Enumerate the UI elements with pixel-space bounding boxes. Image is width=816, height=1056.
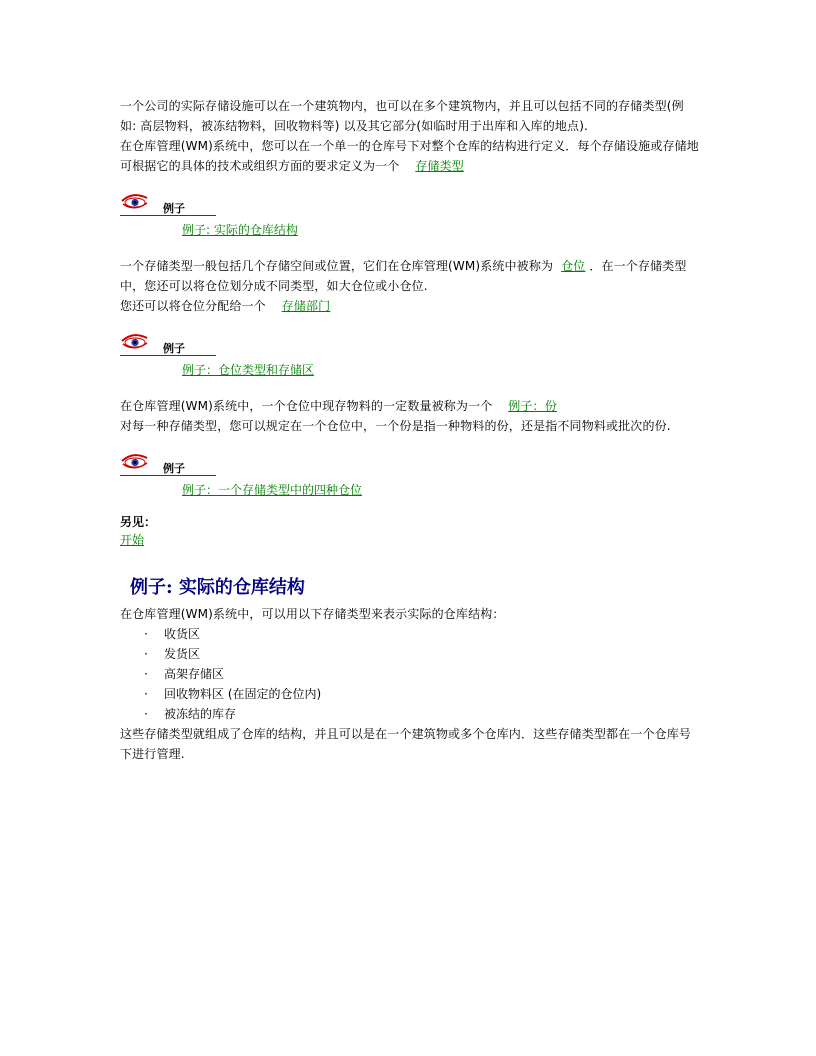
section-heading: 例子: 实际的仓库结构 — [130, 577, 305, 598]
bullet-icon: · — [144, 667, 148, 681]
storage-bin-link[interactable]: 仓位 — [561, 259, 586, 273]
list-item — [144, 644, 700, 664]
storage-type-list — [120, 624, 700, 724]
bullet-icon: · — [144, 627, 148, 641]
example-title: 例子 — [163, 462, 185, 475]
example-block-2 — [120, 330, 700, 380]
storage-type-link[interactable]: 存储类型 — [415, 159, 464, 173]
example-link-warehouse-structure[interactable]: 例子: 实际的仓库结构 — [182, 223, 298, 237]
example-link-four-bins[interactable]: 例子：一个存储类型中的四种仓位 — [182, 483, 363, 497]
list-item — [144, 684, 700, 704]
bins-p1-rest: ．在一个存储类型中，您还可以将仓位划分成不同类型，如大仓位或小仓位. — [120, 259, 687, 293]
quant-link[interactable]: 例子：份 — [508, 399, 557, 413]
section-intro: 在仓库管理(WM)系统中，可以用以下存储类型来表示实际的仓库结构： — [120, 607, 505, 621]
list-item-label: 高架存储区 — [164, 667, 225, 681]
quants-p2-text: 对每一种存储类型，您可以规定在一个仓位中，一个份是指一种物料的份，还是指不同物料或批次的份. — [120, 419, 671, 433]
quants-p1-text: 在仓库管理(WM)系统中，一个仓位中现存物料的一定数量被称为一个 — [120, 399, 493, 413]
bins-p1-text: 一个存储类型一般包括几个存储空间或位置，它们在仓库管理(WM)系统中被称为 — [120, 259, 554, 273]
section-closing: 这些存储类型就组成了仓库的结构，并且可以是在一个建筑物或多个仓库内．这些存储类型都在一个仓库号下进行管理. — [120, 727, 692, 761]
bullet-icon: · — [144, 647, 148, 661]
example-title: 例子 — [163, 342, 185, 355]
see-also-title: 另见： — [120, 515, 157, 529]
intro-paragraph-1 — [120, 96, 700, 136]
list-item — [144, 704, 700, 724]
list-item-label: 被冻结的库存 — [164, 707, 237, 721]
intro-p1-text: 一个公司的实际存储设施可以在一个建筑物内，也可以在多个建筑物内，并且可以包括不同的存储类型(例如: 高层物料，被冻结物料，回收物料等) 以及其它部分(如临时用于出库和入库的地点). — [120, 99, 684, 133]
storage-section-link[interactable]: 存储部门 — [281, 299, 331, 313]
start-link[interactable]: 开始 — [120, 533, 145, 547]
bins-p2-text: 您还可以将仓位分配给一个 — [120, 299, 266, 313]
example-block-1 — [120, 190, 700, 240]
list-item-label: 收货区 — [164, 627, 201, 641]
bullet-icon: · — [144, 707, 148, 721]
quants-paragraph-1 — [120, 396, 700, 416]
eye-icon — [120, 450, 150, 474]
list-item — [144, 664, 700, 684]
quants-paragraph-2 — [120, 416, 700, 436]
intro-paragraph-2 — [120, 136, 700, 176]
bins-paragraph-2 — [120, 296, 700, 316]
eye-icon — [120, 330, 150, 354]
list-item — [144, 624, 700, 644]
bullet-icon: · — [144, 687, 148, 701]
example-rule — [120, 215, 216, 216]
eye-icon — [120, 190, 150, 214]
bins-paragraph-1 — [120, 256, 700, 296]
example-rule — [120, 355, 216, 356]
example-rule — [120, 475, 216, 476]
example-block-3 — [120, 450, 700, 500]
example-title: 例子 — [163, 202, 185, 215]
list-item-label: 发货区 — [164, 647, 201, 661]
example-link-bin-types[interactable]: 例子：仓位类型和存储区 — [182, 363, 315, 377]
document-body — [120, 96, 700, 764]
intro-p2-text: 在仓库管理(WM)系统中，您可以在一个单一的仓库号下对整个仓库的结构进行定义．每个存储设施或存储地可根据它的具体的技术或组织方面的要求定义为一个 — [120, 139, 699, 173]
list-item-label: 回收物料区 (在固定的仓位内) — [164, 687, 322, 701]
